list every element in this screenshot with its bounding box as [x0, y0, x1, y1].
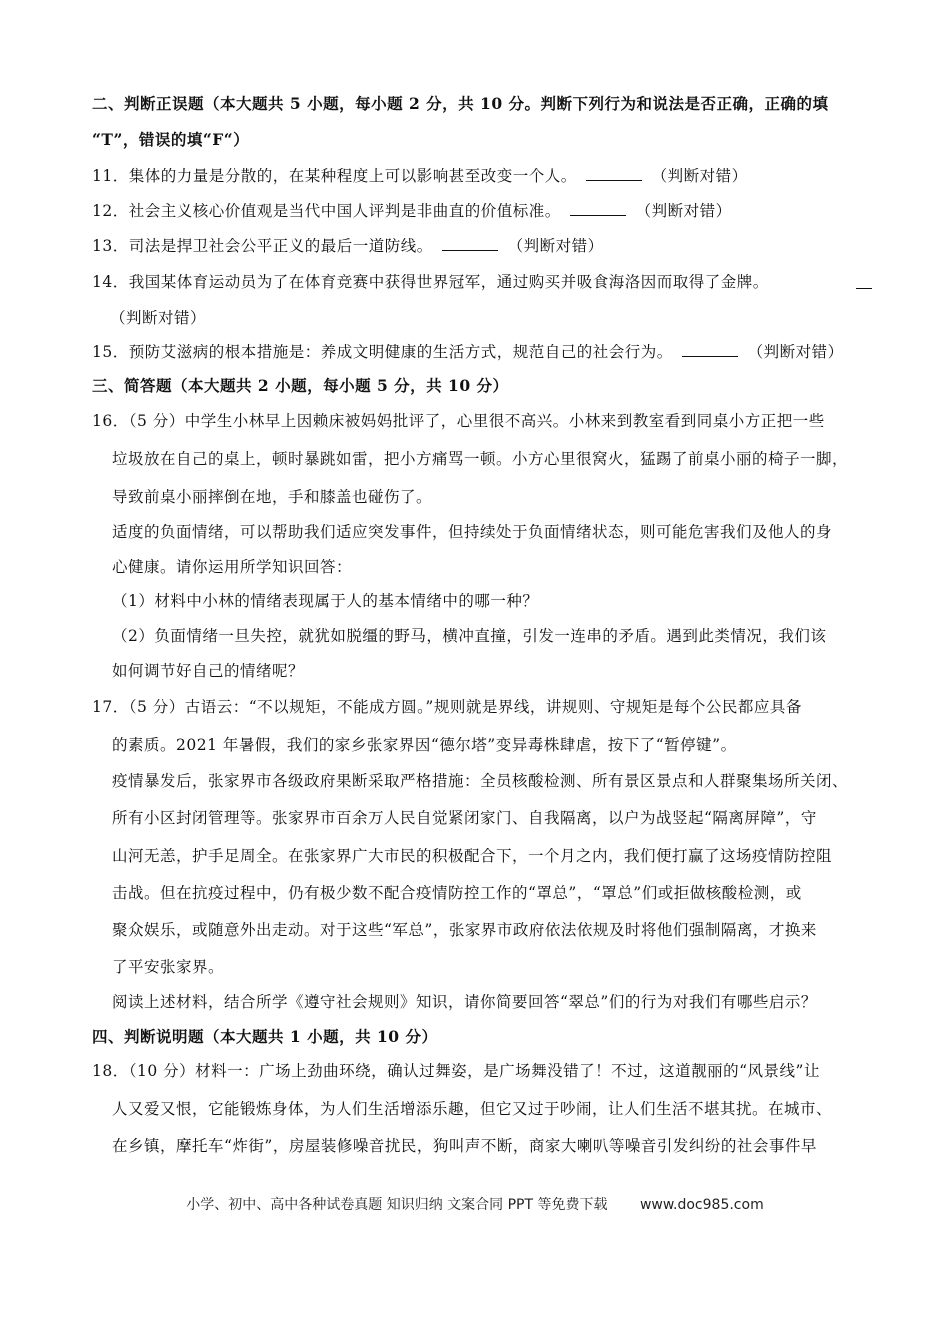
- question-13-tail: （判断对错）: [507, 237, 604, 255]
- question-12-tail: （判断对错）: [635, 202, 732, 220]
- section2-heading-line1: 二、判断正误题（本大题共 5 小题，每小题 2 分，共 10 分。判断下列行为和说法是否正确，正确的填: [92, 94, 829, 113]
- question-15: [92, 342, 844, 362]
- question-16-line3: 导致前桌小丽摔倒在地，手和膝盖也碰伤了。: [112, 488, 433, 506]
- question-16-sub1: （1）材料中小林的情绪表现属于人的基本情绪中的哪一种？: [112, 592, 539, 610]
- question-17-line5: 山河无恙，护手足周全。在张家界广大市民的积极配合下，一个月之内，我们便打赢了这场疫情防控阻: [112, 847, 833, 865]
- question-18-line2: 人又爱又恨，它能锻炼身体，为人们生活增添乐趣，但它又过于吵闹，让人们生活不堪其扰。在城市、: [112, 1100, 833, 1118]
- question-16-line2: 垃圾放在自己的桌上，顿时暴跳如雷，把小方痛骂一顿。小方心里很窝火，猛踢了前桌小丽的椅子一脚，: [112, 450, 849, 468]
- question-13: [92, 236, 604, 256]
- question-16-line4: 适度的负面情绪，可以帮助我们适应突发事件，但持续处于负面情绪状态，则可能危害我们及他人的身: [112, 523, 833, 541]
- question-16-sub2-line1: （2）负面情绪一旦失控，就犹如脱缰的野马，横冲直撞，引发一连串的矛盾。遇到此类情况，我们该: [112, 627, 827, 645]
- question-17-line8: 了平安张家界。: [112, 958, 225, 976]
- question-12: [92, 201, 732, 221]
- question-11: [92, 166, 748, 186]
- question-17-line9: 阅读上述材料，结合所学《遵守社会规则》知识，请你简要回答“翠总”们的行为对我们有哪些启示？: [112, 993, 817, 1011]
- answer-blank-13[interactable]: [442, 236, 498, 251]
- answer-blank-11[interactable]: [586, 166, 642, 181]
- section4-heading: 四、判断说明题（本大题共 1 小题，共 10 分）: [92, 1027, 438, 1046]
- section3-heading: 三、简答题（本大题共 2 小题，每小题 5 分，共 10 分）: [92, 376, 509, 395]
- answer-blank-15[interactable]: [682, 342, 738, 357]
- question-17-line2: 的素质。2021 年暑假，我们的家乡张家界因“德尔塔”变异毒株肆虐，按下了“暂停键”。: [112, 736, 737, 754]
- page-footer: [0, 1194, 950, 1214]
- question-12-text: 12．社会主义核心价值观是当代中国人评判是非曲直的价值标准。: [92, 202, 561, 220]
- question-15-text: 15．预防艾滋病的根本措施是：养成文明健康的生活方式，规范自己的社会行为。: [92, 343, 673, 361]
- question-16-sub2-line2: 如何调节好自己的情绪呢？: [112, 662, 305, 680]
- question-11-tail: （判断对错）: [651, 167, 748, 185]
- footer-text: 小学、初中、高中各种试卷真题 知识归纳 文案合同 PPT 等免费下载: [186, 1197, 608, 1213]
- answer-blank-12[interactable]: [570, 201, 626, 216]
- question-14: [92, 272, 769, 292]
- question-18-line1: 18．（10 分）材料一：广场上劲曲环绕，确认过舞姿，是广场舞没错了！不过，这道靓丽的“风景线”让: [92, 1062, 820, 1080]
- question-14-text: 14．我国某体育运动员为了在体育竞赛中获得世界冠军，通过购买并吸食海洛因而取得了金牌。: [92, 273, 769, 291]
- answer-blank-14[interactable]: [856, 274, 872, 289]
- question-16-line5: 心健康。请你运用所学知识回答：: [112, 558, 353, 576]
- footer-url-link[interactable]: www.doc985.com: [639, 1197, 764, 1213]
- section2-heading-line2: “T”，错误的填“F“）: [92, 130, 250, 149]
- question-16-line1: 16．（5 分）中学生小林早上因赖床被妈妈批评了，心里很不高兴。小林来到教室看到同桌小方正把一些: [92, 412, 825, 430]
- question-18-line3: 在乡镇，摩托车“炸街”，房屋装修噪音扰民，狗叫声不断，商家大喇叭等噪音引发纠纷的社会事件早: [112, 1137, 817, 1155]
- question-17-line4: 所有小区封闭管理等。张家界市百余万人民自觉紧闭家门、自我隔离，以户为战竖起“隔离屏障”，守: [112, 809, 817, 827]
- question-17-line7: 聚众娱乐，或随意外出走动。对于这些“军总”，张家界市政府依法依规及时将他们强制隔离，才换来: [112, 921, 817, 939]
- question-17-line3: 疫情暴发后，张家界市各级政府果断采取严格措施：全员核酸检测、所有景区景点和人群聚集场所关闭、: [112, 772, 849, 790]
- question-17-line1: 17．（5 分）古语云：“不以规矩，不能成方圆。”规则就是界线，讲规则、守规矩是每个公民都应具备: [92, 698, 802, 716]
- question-11-text: 11．集体的力量是分散的，在某种程度上可以影响甚至改变一个人。: [92, 167, 577, 185]
- question-14-tail: （判断对错）: [110, 309, 207, 327]
- question-13-text: 13．司法是捍卫社会公平正义的最后一道防线。: [92, 237, 433, 255]
- question-15-tail: （判断对错）: [747, 343, 844, 361]
- question-17-line6: 击战。但在抗疫过程中，仍有极少数不配合疫情防控工作的“罩总”，“罩总”们或拒做核酸检测，或: [112, 884, 802, 902]
